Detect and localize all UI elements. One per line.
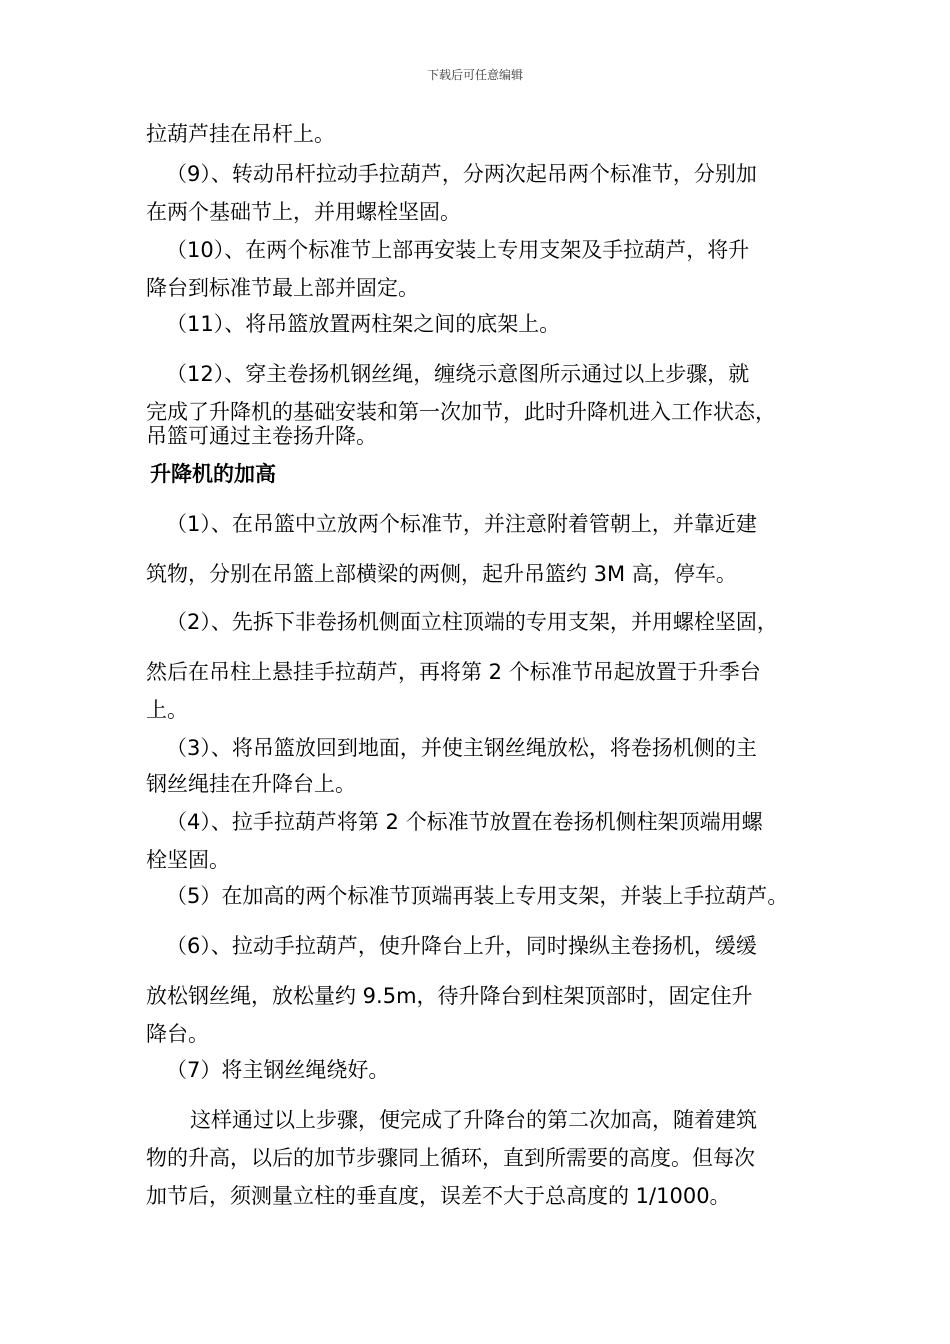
text-line: 然后在吊柱上悬挂手拉葫芦，再将第 2 个标准节吊起放置于升季台 xyxy=(146,660,761,684)
text-line: 放松钢丝绳，放松量约 9.5m，待升降台到柱架顶部时，固定住升 xyxy=(146,984,753,1008)
text-line: （1）、在吊篮中立放两个标准节，并注意附着管朝上，并靠近建 xyxy=(166,512,757,536)
text-line: 这样通过以上步骤，便完成了升降台的第二次加高，随着建筑 xyxy=(190,1108,757,1132)
text-line: 降台到标准节最上部并固定。 xyxy=(146,276,419,300)
text-line: （11）、将吊篮放置两柱架之间的底架上。 xyxy=(166,312,561,336)
text-line: 栓坚固。 xyxy=(146,848,230,872)
text-line: 上。 xyxy=(146,698,188,722)
text-line: 吊篮可通过主卷扬升降。 xyxy=(146,424,377,448)
page-header: 下载后可任意编辑 xyxy=(426,68,523,82)
text-line: （4）、拉手拉葫芦将第 2 个标准节放置在卷扬机侧柱架顶端用螺 xyxy=(166,810,763,834)
text-line: 完成了升降机的基础安装和第一次加节，此时升降机进入工作状态， xyxy=(146,400,776,424)
text-line: 拉葫芦挂在吊杆上。 xyxy=(146,122,335,146)
text-line: （10）、在两个标准节上部再安装上专用支架及手拉葫芦，将升 xyxy=(166,238,750,262)
text-line: （12）、穿主卷扬机钢丝绳，缠绕示意图所示通过以上步骤，就 xyxy=(166,362,750,386)
text-line: 降台。 xyxy=(146,1022,209,1046)
text-line: （2）、先拆下非卷扬机侧面立柱顶端的专用支架，并用螺栓坚固， xyxy=(166,610,778,634)
text-line: （3）、将吊篮放回到地面，并使主钢丝绳放松，将卷扬机侧的主 xyxy=(166,736,757,760)
text-line: 筑物，分别在吊篮上部横梁的两侧，起升吊篮约 3M 高，停车。 xyxy=(146,562,737,586)
text-line: （5）在加高的两个标准节顶端再装上专用支架，并装上手拉葫芦。 xyxy=(166,884,789,908)
section-heading: 升降机的加高 xyxy=(150,462,276,486)
text-line: 在两个基础节上，并用螺栓坚固。 xyxy=(146,200,461,224)
text-line: （6）、拉动手拉葫芦，使升降台上升，同时操纵主卷扬机，缓缓 xyxy=(166,934,757,958)
text-line: 加节后，须测量立柱的垂直度，误差不大于总高度的 1/1000。 xyxy=(146,1184,731,1208)
text-line: （7）将主钢丝绳绕好。 xyxy=(166,1058,390,1082)
text-line: 物的升高，以后的加节步骤同上循环，直到所需要的高度。但每次 xyxy=(146,1146,755,1170)
text-line: （9）、转动吊杆拉动手拉葫芦，分两次起吊两个标准节，分别加 xyxy=(166,162,757,186)
text-line: 钢丝绳挂在升降台上。 xyxy=(146,772,356,796)
